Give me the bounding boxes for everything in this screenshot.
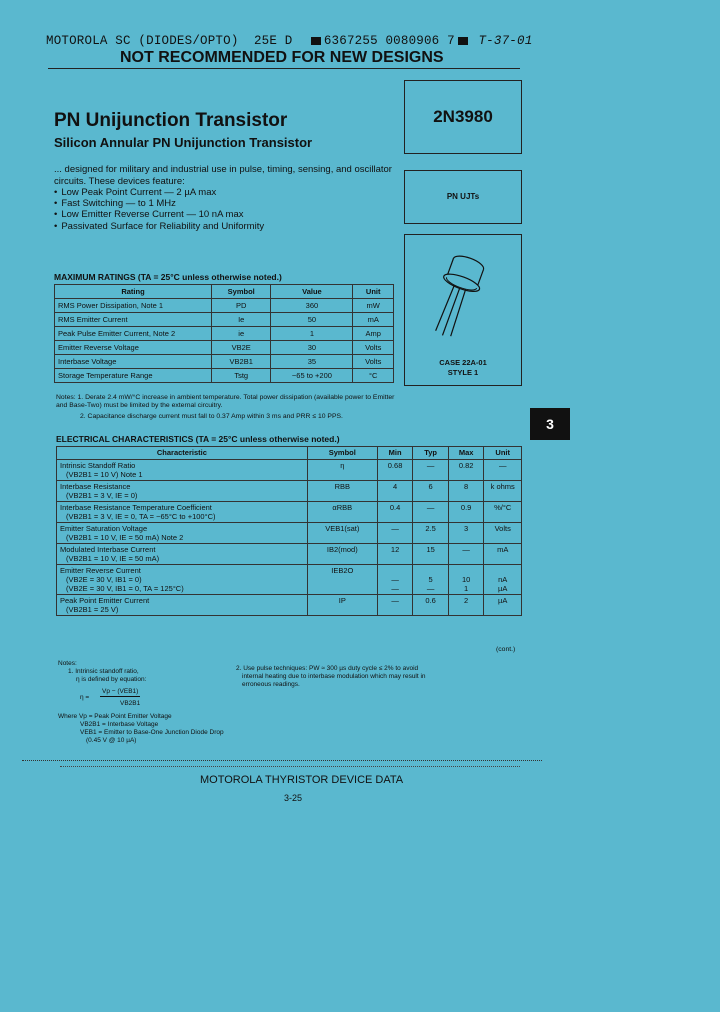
note-text: internal heating due to interbase modulation which may result in	[242, 673, 426, 681]
cell: Tstg	[212, 369, 271, 383]
cell: Volts	[353, 341, 394, 355]
header-code: 25E D	[253, 34, 293, 48]
cell: mW	[353, 299, 394, 313]
note-text: Where Vp = Peak Point Emitter Voltage	[58, 712, 172, 720]
footer-title: MOTOROLA THYRISTOR DEVICE DATA	[200, 774, 404, 786]
cell: VB2B1	[212, 355, 271, 369]
description: ... designed for military and industrial use in pulse, timing, sensing, and oscillator circuits. These devices feature:	[54, 164, 392, 187]
cell: IB2(mod)	[307, 544, 377, 565]
table-row	[57, 544, 522, 565]
cell: —	[377, 523, 413, 544]
table-row	[57, 523, 522, 544]
notes-right	[236, 665, 486, 690]
cell: 360	[271, 299, 353, 313]
max-ratings-heading: MAXIMUM RATINGS (TA = 25°C unless otherwise noted.)	[54, 272, 282, 282]
header-left: MOTOROLA SC (DIODES/OPTO)	[46, 34, 239, 48]
col-header: Max	[448, 447, 484, 460]
cell: —	[448, 544, 484, 565]
note-text: VEB1 = Emitter to Base-One Junction Diode Drop	[80, 729, 224, 737]
char-cond-2: (VB2E = 30 V, IB1 = 0, TA = 125°C)	[66, 584, 184, 593]
package-box	[404, 234, 522, 386]
cell: —	[484, 460, 522, 481]
col-header: Typ	[413, 447, 449, 460]
cell: 2	[448, 595, 484, 616]
cell: Peak Pulse Emitter Current, Note 2	[55, 327, 212, 341]
table-row	[55, 341, 394, 355]
ratings-note-2: 2. Capacitance discharge current must fall to 0.37 Amp within 3 ms and PRR ≤ 10 PPS.	[80, 413, 343, 420]
note-text: VB2B1 = Interbase Voltage	[80, 720, 159, 728]
cell: 15	[413, 544, 449, 565]
formula-denominator: VB2B1	[120, 699, 141, 707]
table-row	[57, 460, 522, 481]
cell: Ie	[212, 313, 271, 327]
feature-item: • Low Peak Point Current — 2 µA max	[54, 187, 264, 198]
header-tail: T-37-01	[478, 34, 533, 48]
char-name: Interbase Resistance	[60, 482, 131, 491]
barcode-mark-2	[458, 37, 468, 45]
cell: Emitter Reverse Voltage	[55, 341, 212, 355]
feature-item: • Fast Switching — to 1 MHz	[54, 198, 264, 209]
char-cond: (VB2B1 = 3 V, IE = 0)	[66, 491, 138, 500]
scan-dotted-line	[60, 766, 520, 767]
table-row	[57, 481, 522, 502]
page-subtitle: Silicon Annular PN Unijunction Transistor	[54, 135, 313, 150]
scan-dotted-line	[22, 760, 542, 761]
elec-table	[56, 446, 522, 616]
col-header: Symbol	[307, 447, 377, 460]
cell: η	[307, 460, 377, 481]
page-title: PN Unijunction Transistor	[54, 110, 288, 131]
page-number: 3-25	[284, 793, 303, 803]
cell: 30	[271, 341, 353, 355]
col-header: Characteristic	[57, 447, 308, 460]
formula	[58, 685, 228, 713]
cell: 1	[271, 327, 353, 341]
char-name: Peak Point Emitter Current	[60, 596, 150, 605]
cell: VB2E	[212, 341, 271, 355]
continued-label: (cont.)	[496, 646, 516, 653]
table-row	[57, 565, 522, 595]
feature-item: • Passivated Surface for Reliability and Uniformity	[54, 221, 264, 232]
cell: Volts	[484, 523, 522, 544]
table-row	[57, 502, 522, 523]
col-header: Rating	[55, 285, 212, 299]
cell: 0.68	[377, 460, 413, 481]
cell: 6	[413, 481, 449, 502]
cell: IP	[307, 595, 377, 616]
char-cond: (VB2B1 = 3 V, IE = 0, TA = −65°C to +100°C)	[66, 512, 216, 521]
cell: µA	[498, 584, 508, 593]
char-cond: (VB2E = 30 V, IB1 = 0)	[66, 575, 142, 584]
char-name: Interbase Resistance Temperature Coefficient	[60, 503, 212, 512]
not-recommended-banner: NOT RECOMMENDED FOR NEW DESIGNS	[120, 49, 444, 66]
cell: k ohms	[484, 481, 522, 502]
note-text: 2. Use pulse techniques: PW ≈ 300 µs duty cycle ≤ 2% to avoid	[236, 665, 419, 672]
cell: Interbase Voltage	[55, 355, 212, 369]
document-header	[46, 34, 532, 48]
package-style: STYLE 1	[447, 368, 479, 377]
col-header: Min	[377, 447, 413, 460]
notes-label: Notes:	[58, 660, 77, 667]
note-text: η is defined by equation:	[76, 676, 147, 684]
table-row	[55, 313, 394, 327]
cell: RMS Power Dissipation, Note 1	[55, 299, 212, 313]
note-text: (0.45 V @ 10 µA)	[86, 737, 137, 745]
max-ratings-table	[54, 284, 394, 383]
cell: °C	[353, 369, 394, 383]
cell: 1	[464, 584, 469, 593]
feature-item: • Low Emitter Reverse Current — 10 nA max	[54, 209, 264, 220]
col-header: Unit	[484, 447, 522, 460]
formula-lhs: η =	[80, 693, 90, 701]
char-cond: (VB2B1 = 10 V) Note 1	[66, 470, 143, 479]
section-tab: 3	[530, 408, 570, 440]
feature-list	[54, 187, 264, 232]
cell: 5	[428, 575, 433, 584]
cell: 10	[461, 575, 471, 584]
col-header: Symbol	[212, 285, 271, 299]
char-cond: (VB2B1 = 25 V)	[66, 605, 119, 614]
cell: %/°C	[484, 502, 522, 523]
table-row	[55, 327, 394, 341]
cell: 50	[271, 313, 353, 327]
part-number: 2N3980	[433, 107, 493, 126]
ratings-note-1: Notes: 1. Derate 2.4 mW/°C increase in ambient temperature. Total power dissipation (available power to Emitter and Base-Two) must be limited by the external circuitry.	[56, 394, 395, 409]
header-rule	[48, 68, 520, 69]
transistor-package-drawing	[405, 235, 521, 353]
cell: RBB	[307, 481, 377, 502]
cell: 3	[448, 523, 484, 544]
cell: 0.82	[448, 460, 484, 481]
cell: 2.5	[413, 523, 449, 544]
cell: 8	[448, 481, 484, 502]
cell: PD	[212, 299, 271, 313]
cell: 0.9	[448, 502, 484, 523]
cell: mA	[484, 544, 522, 565]
table-row	[55, 299, 394, 313]
note-text: erroneous readings.	[242, 681, 300, 689]
cell: Volts	[353, 355, 394, 369]
cell: IEB2O	[307, 565, 377, 595]
table-row	[55, 355, 394, 369]
cell: 35	[271, 355, 353, 369]
cell: —	[426, 584, 435, 593]
cell: mA	[353, 313, 394, 327]
cell: ie	[212, 327, 271, 341]
col-header: Unit	[353, 285, 394, 299]
cell: —	[391, 575, 399, 584]
char-cond: (VB2B1 = 10 V, IE = 50 mA) Note 2	[66, 533, 184, 542]
note-text: 1. Intrinsic standoff ratio,	[68, 668, 139, 676]
cell: —	[391, 584, 399, 593]
cell: VEB1(sat)	[307, 523, 377, 544]
cell: —	[413, 460, 449, 481]
cell: 0.4	[377, 502, 413, 523]
char-name: Intrinsic Standoff Ratio	[60, 461, 136, 470]
header-number: 6367255 0080906 7	[323, 34, 455, 48]
cell: Amp	[353, 327, 394, 341]
char-name: Emitter Reverse Current	[60, 566, 141, 575]
cell: −65 to +200	[271, 369, 353, 383]
part-type-box	[404, 170, 522, 224]
cell: αRBB	[307, 502, 377, 523]
char-name: Emitter Saturation Voltage	[60, 524, 148, 533]
notes-left	[58, 660, 228, 745]
char-cond: (VB2B1 = 10 V, IE = 50 mA)	[66, 554, 160, 563]
cell: nA	[498, 575, 508, 584]
package-case: CASE 22A-01	[439, 358, 487, 367]
cell: RMS Emitter Current	[55, 313, 212, 327]
cell: µA	[484, 595, 522, 616]
barcode-mark	[311, 37, 321, 45]
table-row	[57, 595, 522, 616]
elec-heading: ELECTRICAL CHARACTERISTICS (TA = 25°C unless otherwise noted.)	[56, 434, 340, 444]
table-row	[55, 369, 394, 383]
part-type: PN UJTs	[446, 192, 480, 201]
col-header: Value	[271, 285, 353, 299]
formula-numerator: Vp − (VEB1)	[100, 688, 140, 697]
cell: —	[377, 595, 413, 616]
cell: 0.6	[413, 595, 449, 616]
cell: —	[413, 502, 449, 523]
part-number-box	[404, 80, 522, 154]
cell: Storage Temperature Range	[55, 369, 212, 383]
cell: 12	[377, 544, 413, 565]
cell: 4	[377, 481, 413, 502]
char-name: Modulated Interbase Current	[60, 545, 156, 554]
